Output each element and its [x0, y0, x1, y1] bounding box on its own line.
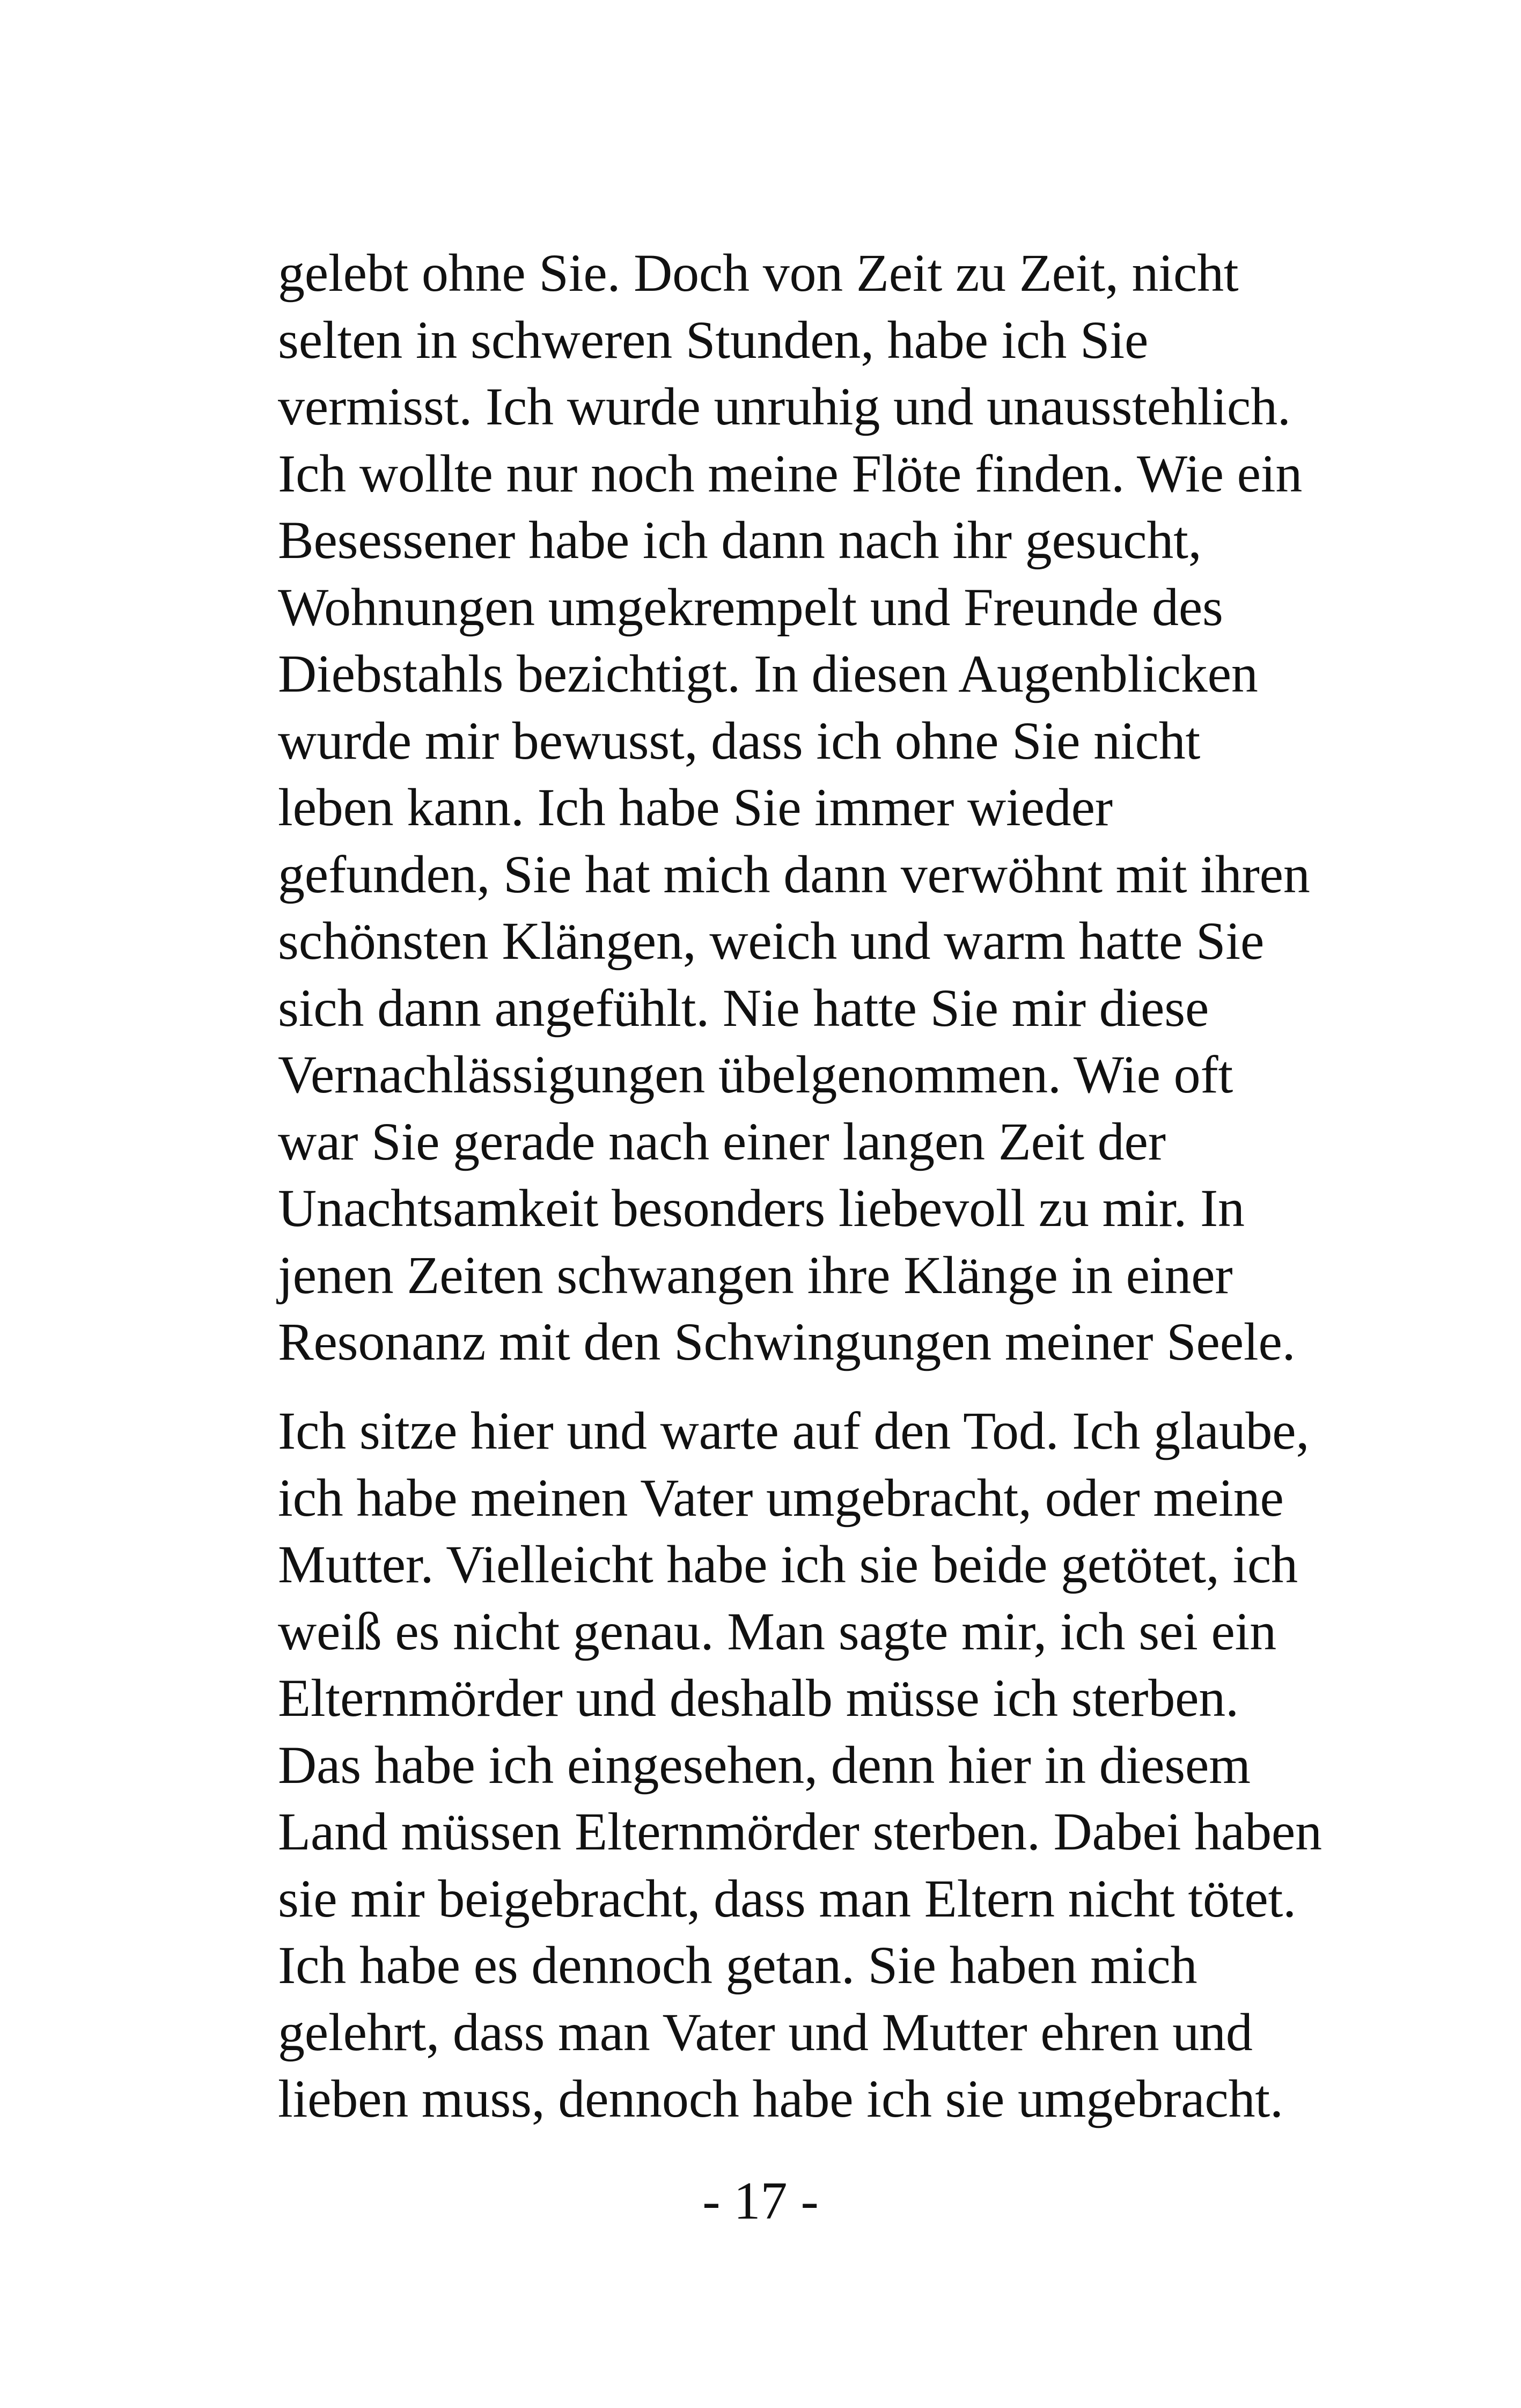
text-line: Das habe ich eingesehen, denn hier in diesem [278, 1735, 1251, 1795]
text-line: sich dann angefühlt. Nie hatte Sie mir diese [278, 978, 1209, 1038]
text-line: Vernachlässigungen übelgenommen. Wie oft [278, 1045, 1233, 1104]
page-number: - 17 - [702, 2171, 819, 2230]
text-line: Land müssen Elternmörder sterben. Dabei haben [278, 1802, 1322, 1861]
text-line: Elternmörder und deshalb müsse ich sterben. [278, 1668, 1239, 1728]
text-line: leben kann. Ich habe Sie immer wieder [278, 777, 1113, 837]
text-line: Diebstahls bezichtigt. In diesen Augenblicken [278, 644, 1258, 703]
text-line: Resonanz mit den Schwingungen meiner Seele. [278, 1312, 1296, 1371]
text-line: Ich sitze hier und warte auf den Tod. Ich glaube, [278, 1401, 1310, 1460]
text-line: wurde mir bewusst, dass ich ohne Sie nicht [278, 710, 1201, 770]
paragraph-1 [278, 240, 1351, 1376]
text-line: weiß es nicht genau. Man sagte mir, ich sei ein [278, 1601, 1277, 1661]
text-line: ich habe meinen Vater umgebracht, oder meine [278, 1467, 1284, 1528]
text-line: selten in schweren Stunden, habe ich Sie [278, 310, 1149, 370]
text-line: jenen Zeiten schwangen ihre Klänge in einer [278, 1245, 1233, 1305]
text-line: Unachtsamkeit besonders liebevoll zu mir. In [278, 1178, 1245, 1238]
text-line: gelehrt, dass man Vater und Mutter ehren und [278, 2002, 1253, 2062]
text-line: Besessener habe ich dann nach ihr gesucht, [278, 510, 1202, 570]
text-line: sie mir beigebracht, dass man Eltern nicht tötet. [278, 1868, 1296, 1928]
text-line: Wohnungen umgekrempelt und Freunde des [278, 577, 1223, 637]
text-line: war Sie gerade nach einer langen Zeit der [278, 1111, 1166, 1171]
text-line: Ich wollte nur noch meine Flöte finden. Wie ein [278, 443, 1303, 503]
text-line: gelebt ohne Sie. Doch von Zeit zu Zeit, nicht [278, 243, 1239, 303]
text-line: gefunden, Sie hat mich dann verwöhnt mit ihren [278, 844, 1310, 904]
text-line: Mutter. Vielleicht habe ich sie beide getötet, ich [278, 1535, 1298, 1594]
paragraph-2 [278, 1398, 1351, 2133]
text-line: lieben muss, dennoch habe ich sie umgebracht. [278, 2069, 1283, 2128]
text-line: schönsten Klängen, weich und warm hatte Sie [278, 911, 1265, 971]
text-line: vermisst. Ich wurde unruhig und unausstehlich. [278, 377, 1291, 436]
text-line: Ich habe es dennoch getan. Sie haben mich [278, 1935, 1197, 1995]
